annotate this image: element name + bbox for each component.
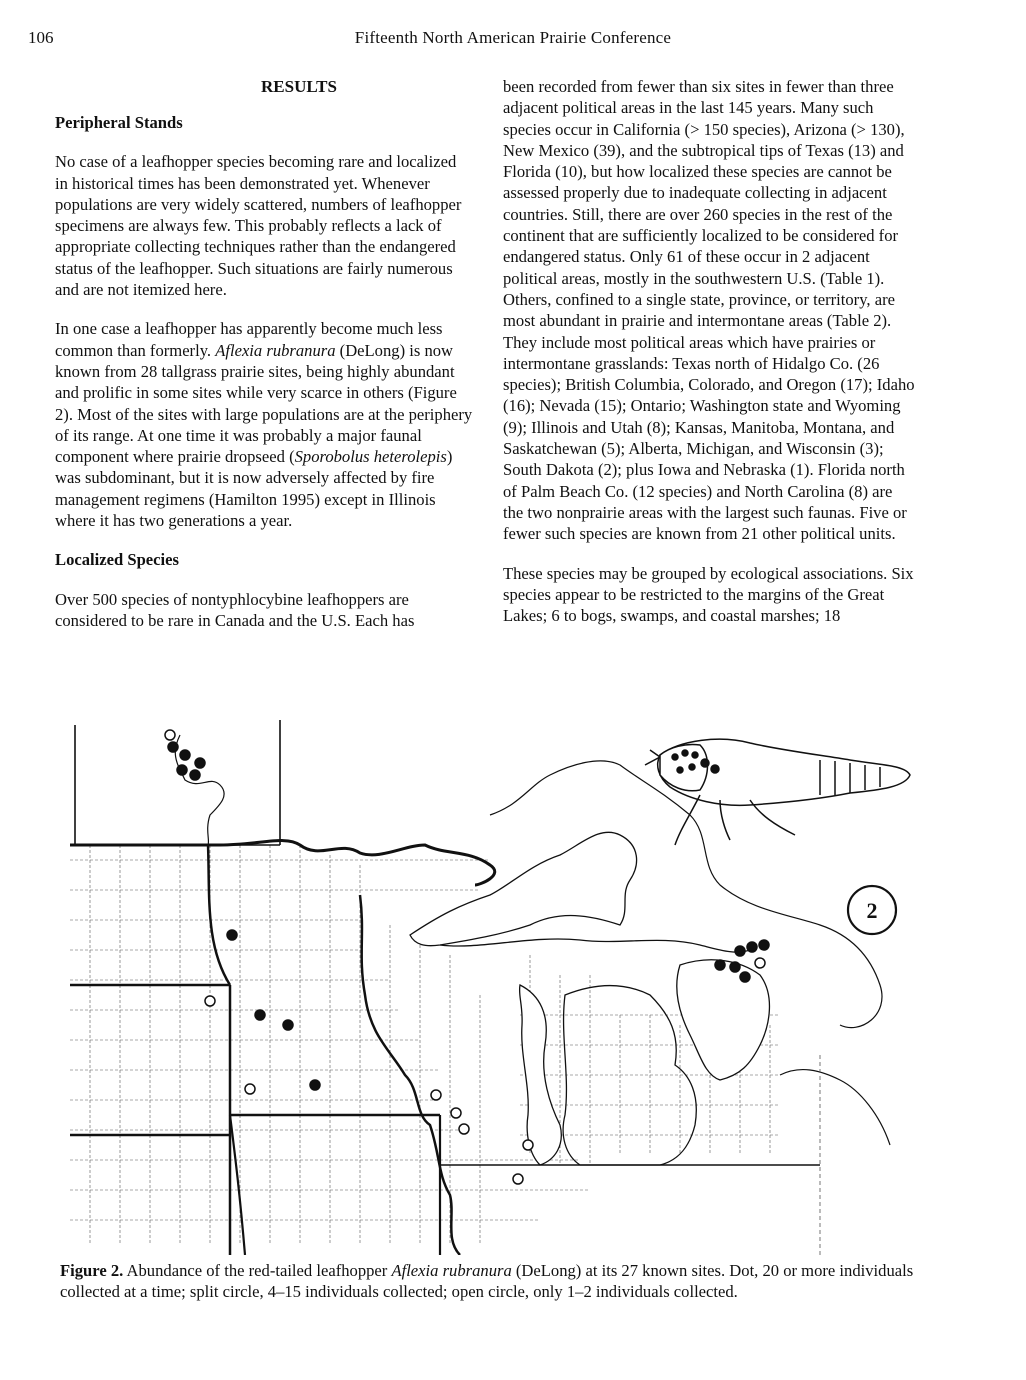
- site-dot: [227, 930, 237, 940]
- state-borders-south: [230, 1115, 440, 1255]
- site-open-circle: [513, 1174, 523, 1184]
- caption-label: Figure 2.: [60, 1261, 124, 1280]
- leafhopper-illustration: [645, 739, 910, 845]
- site-dot: [715, 960, 725, 970]
- site-dot: [759, 940, 769, 950]
- midwest-map: [60, 695, 940, 1255]
- site-open-circle: [245, 1084, 255, 1094]
- site-open-circle: [459, 1124, 469, 1134]
- aflexia-text-start: In one case a leafhopper has apparently become much less common than formerly.: [55, 319, 443, 360]
- state-borders: [70, 845, 440, 1255]
- site-dot: [283, 1020, 293, 1030]
- site-dot: [747, 942, 757, 952]
- badge-number: 2: [866, 898, 878, 923]
- site-dot: [735, 946, 745, 956]
- caption-species: Aflexia rubranura: [391, 1261, 512, 1280]
- caption-text-end: (DeLong) at its 27 known sites. Dot, 20 or more individuals collected at a time; split circle, 4–15 individuals collected; open circle, only 1–2 individuals collected.: [60, 1261, 914, 1301]
- running-title: Fifteenth North American Prairie Conference: [354, 28, 672, 47]
- localized-continued-paragraph: been recorded from fewer than six sites in fewer than three adjacent political areas in the last 145 years. Many such species occur in California (> 150 species), Arizona (> 130), New Mexico (39), and the subtropical tips of Texas (13) and Florida (10), but how localized these species are cannot be assessed properly due to inadequate collecting in adjacent countries. Still, there are over 260 species in the rest of the continent that are sufficiently localized to be considered for endangered status. Only 61 of these occur in 2 adjacent political areas, mostly in the southwestern U.S. (Table 1). Others, confined to a single state, province, or territory, are most abundant in prairie and intermontane areas (Table 2). They include most political areas which have prairies or intermontane grasslands: Texas north of Hidalgo Co. (26 species); British Columbia, Colorado, and Oregon (17); Idaho (16); Nevada (15); Ontario; Washington state and Wyoming (9); Illinois and Utah (8); Kansas, Manitoba, Montana, and Saskatchewan (5); Alberta, Michigan, and Wisconsin (3); South Dakota (2); plus Iowa and Nebraska (1). Florida north of Palm Beach Co. (12 species) and North Carolina (8) are the two nonprairie areas with the largest such faunas. Five or fewer such species are known from 21 other political units.: [503, 77, 915, 544]
- peripheral-paragraph: No case of a leafhopper species becoming rare and localized in historical times has been demonstrated yet. Whenever populations are very widely scattered, numbers of leafhopper specimens are always few. This probably reflects a lack of appropriate collecting techniques rather than the endangered status of the leafhopper. Such situations are fairly numerous and are not itemized here.: [55, 152, 462, 300]
- site-dot: [255, 1010, 265, 1020]
- aflexia-text-mid: (DeLong) is now known from 28 tallgrass prairie sites, being highly abundant and prolific in some sites while very scarce in others (Figure 2). Most of the sites with large populations are at the periphery of its range. At one time it was probably a major faunal component where prairie dropseed (: [55, 340, 473, 467]
- site-open-circle: [205, 996, 215, 1006]
- right-column: [503, 76, 915, 626]
- site-open-circle: [431, 1090, 441, 1100]
- ecological-paragraph: These species may be grouped by ecological associations. Six species appear to be restricted to the margins of the Great Lakes; 6 to bogs, swamps, and coastal marshes; 18: [503, 563, 914, 626]
- figure-badge: [848, 886, 896, 934]
- international-border: [70, 841, 495, 885]
- page-number: 106: [28, 28, 54, 47]
- lake-huron: [677, 960, 770, 1080]
- upper-peninsula-coast: [440, 939, 750, 952]
- site-dot: [310, 1080, 320, 1090]
- site-open-circle: [451, 1108, 461, 1118]
- site-dot: [730, 962, 740, 972]
- aflexia-paragraph: [55, 318, 473, 531]
- dropseed-species-name: Sporobolus heterolepis: [294, 447, 447, 467]
- lake-erie-shore: [780, 1070, 890, 1145]
- figure-caption: [60, 1260, 940, 1302]
- peripheral-stands-heading: Peripheral Stands: [55, 113, 183, 132]
- site-dot: [740, 972, 750, 982]
- site-dot: [168, 742, 178, 752]
- localized-paragraph: Over 500 species of nontyphlocybine leafhoppers are considered to be rare in Canada and the U.S. Each has: [55, 589, 415, 630]
- province-border: [75, 720, 280, 845]
- site-open-circle: [523, 1140, 533, 1150]
- results-heading: RESULTS: [261, 77, 337, 96]
- site-open-circle: [165, 730, 175, 740]
- left-column: [55, 76, 473, 631]
- localized-species-heading: Localized Species: [55, 550, 179, 570]
- county-grid: [70, 845, 780, 1245]
- mississippi-river: [360, 895, 460, 1255]
- caption-text-start: Abundance of the red-tailed leafhopper: [123, 1261, 392, 1280]
- figure-map: [60, 695, 940, 1255]
- site-dot: [180, 750, 190, 760]
- aflexia-text-end: ) was subdominant, but it is now adversely affected by fire management regimens (Hamilton 1995) except in Illinois where it has two generations a year.: [55, 447, 453, 531]
- site-dot: [190, 770, 200, 780]
- species-name: Aflexia rubranura: [215, 340, 336, 360]
- site-open-circle: [755, 958, 765, 968]
- site-dot: [177, 765, 187, 775]
- site-dot: [195, 758, 205, 768]
